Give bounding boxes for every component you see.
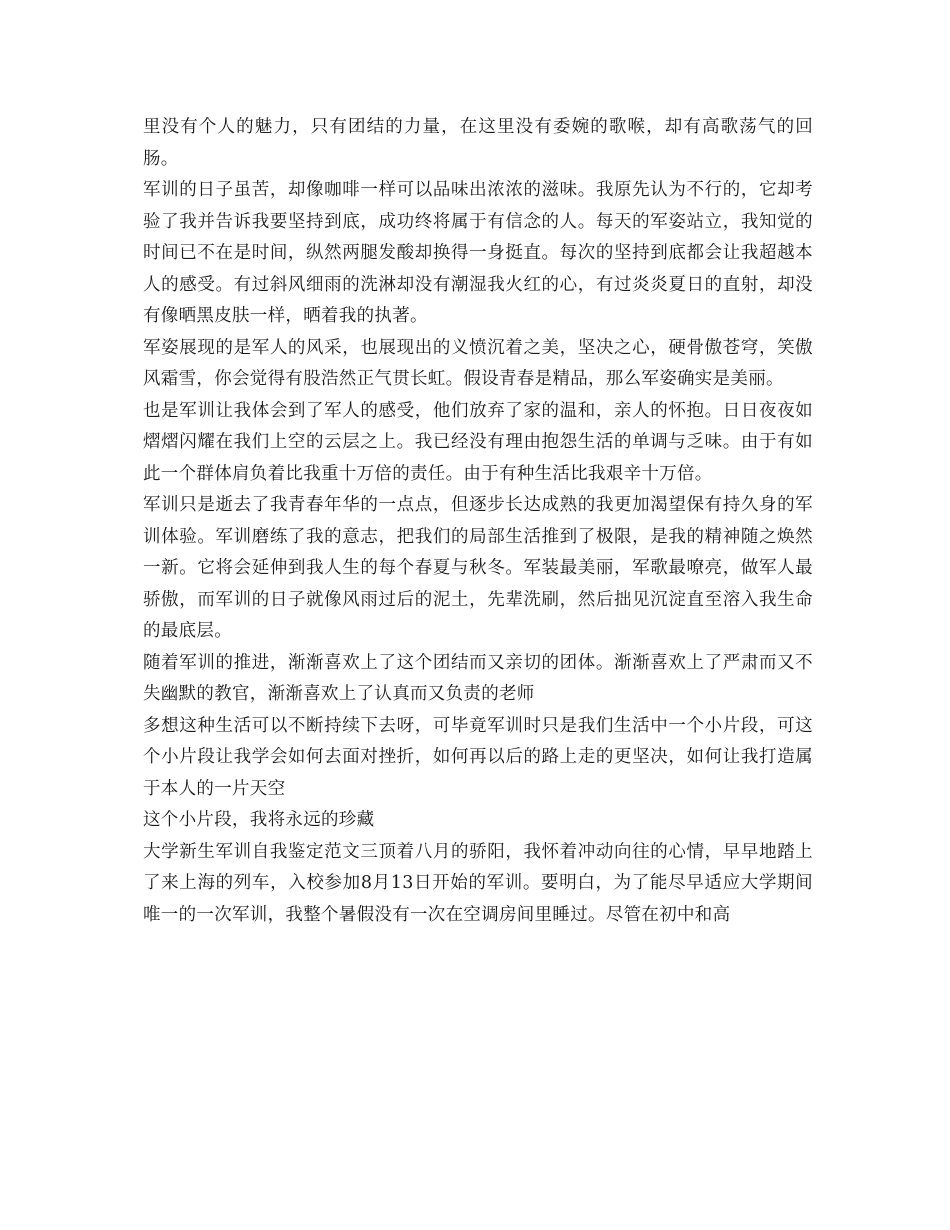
- paragraph-7: 多想这种生活可以不断持续下去呀，可毕竟军训时只是我们生活中一个小片段，可这个小片段让我学会如何去面对挫折，如何再以后的路上走的更坚决，如何让我打造属于本人的一片天空: [143, 715, 813, 799]
- paragraph-6: 随着军训的推进，渐渐喜欢上了这个团结而又亲切的团体。渐渐喜欢上了严肃而又不失幽默的教官，渐渐喜欢上了认真而又负责的老师: [143, 652, 813, 704]
- paragraph-4: 也是军训让我体会到了军人的感受，他们放弃了家的温和，亲人的怀抱。日日夜夜如熠熠闪耀在我们上空的云层之上。我已经没有理由抱怨生活的单调与乏味。由于有如此一个群体肩负着比我重十万倍的责任。由于有种生活比我艰辛十万倍。: [143, 400, 813, 484]
- paragraph-2: 军训的日子虽苦，却像咖啡一样可以品味出浓浓的滋味。我原先认为不行的，它却考验了我并告诉我要坚持到底，成功终将属于有信念的人。每天的军姿站立，我知觉的时间已不在是时间，纵然两腿发酸却换得一身挺直。每次的坚持到底都会让我超越本人的感受。有过斜风细雨的洗淋却没有潮湿我火红的心，有过炎炎夏日的直射，却没有像晒黑皮肤一样，晒着我的执著。: [143, 180, 813, 326]
- paragraph-9: 大学新生军训自我鉴定范文三顶着八月的骄阳，我怀着冲动向往的心情，早早地踏上了来上海的列车，入校参加8月13日开始的军训。要明白，为了能尽早适应大学期间唯一的一次军训，我整个暑假没有一次在空调房间里睡过。尽管在初中和高: [143, 841, 813, 925]
- paragraph-5: 军训只是逝去了我青春年华的一点点，但逐步长达成熟的我更加渴望保有持久身的军训体验。军训磨练了我的意志，把我们的局部生活推到了极限，是我的精神随之焕然一新。它将会延伸到我人生的每个春夏与秋冬。军装最美丽，军歌最嘹亮，做军人最骄傲，而军训的日子就像风雨过后的泥土，先辈洗刷，然后拙见沉淀直至溶入我生命的最底层。: [143, 495, 813, 641]
- paragraph-3: 军姿展现的是军人的风采，也展现出的义愤沉着之美，坚决之心，硬骨傲苍穹，笑傲风霜雪，你会觉得有股浩然正气贯长虹。假设青春是精品，那么军姿确实是美丽。: [143, 337, 813, 389]
- paragraph-1: 里没有个人的魅力，只有团结的力量，在这里没有委婉的歌喉，却有高歌荡气的回肠。: [143, 117, 813, 169]
- document-body: [143, 112, 813, 931]
- paragraph-8: 这个小片段，我将永远的珍藏: [143, 810, 375, 830]
